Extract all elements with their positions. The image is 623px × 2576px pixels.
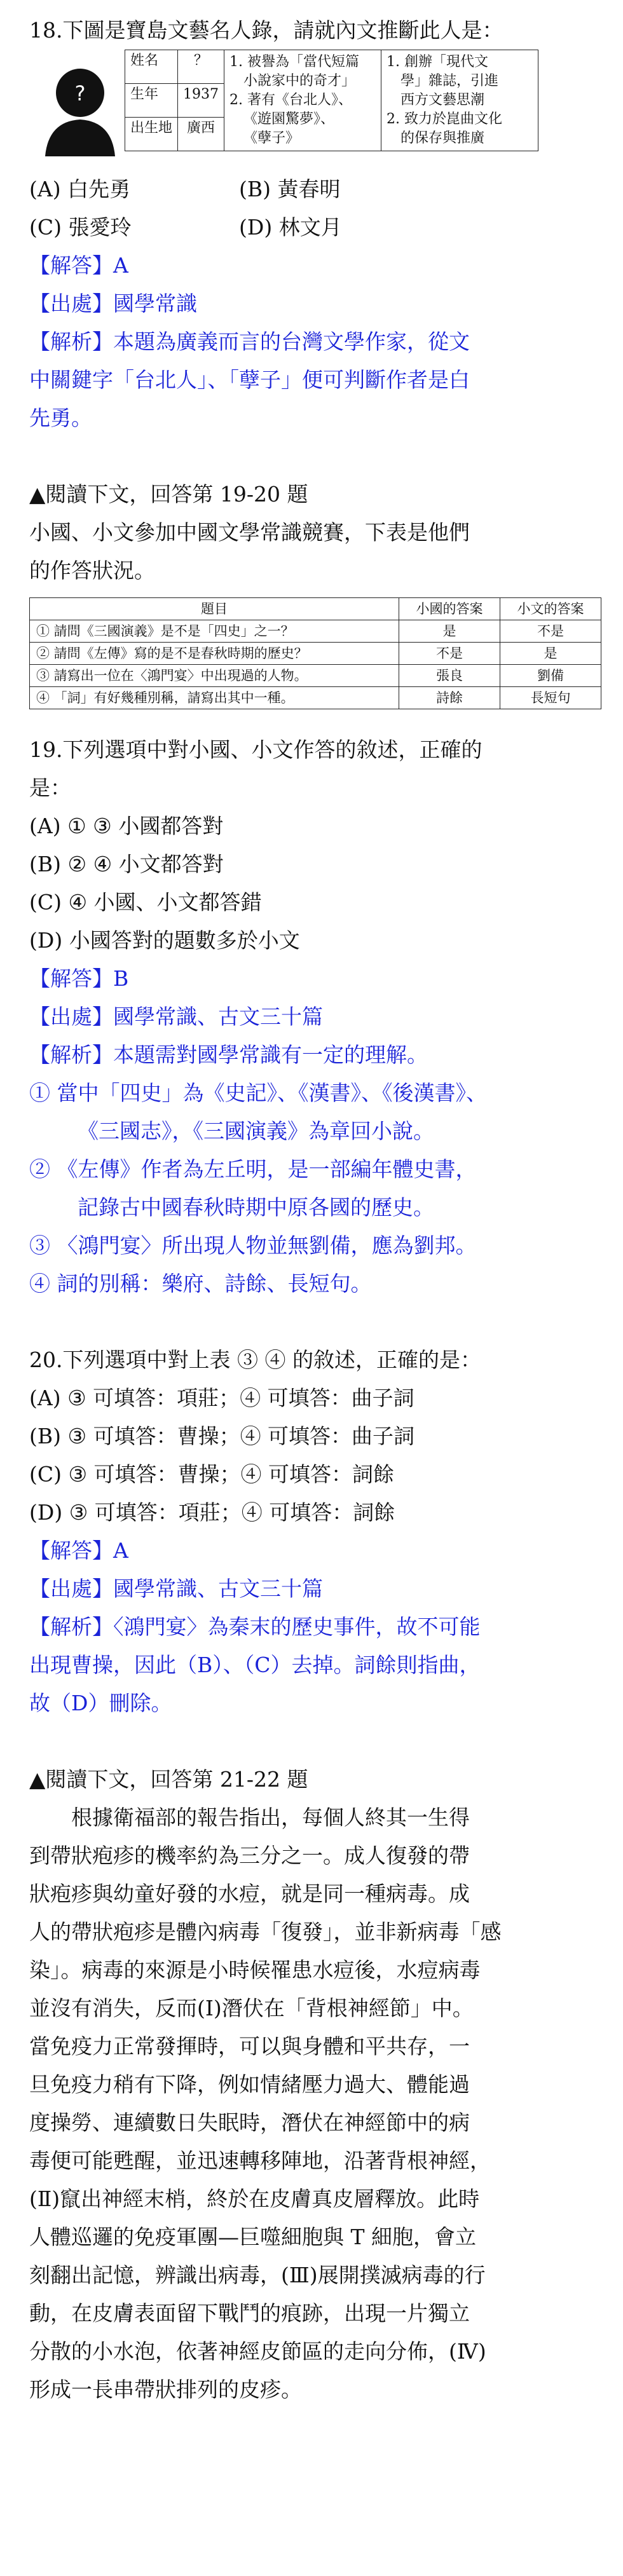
q20-option-b[interactable]: (B) ③ 可填答：曹操；④ 可填答：曲子詞 (29, 1424, 415, 1448)
bio-col1: 1. 被譽為「當代短篇 小說家中的奇才」 2. 著有《台北人》、 《遊園驚夢》、 《孽子》 (224, 50, 381, 151)
table-row: ③ 請寫出一位在〈鴻門宴〉中出現過的人物。 張良 劉備 (30, 665, 601, 687)
passage-line-10: 毒便可能甦醒，並迅速轉移陣地，沿著背根神經， (29, 2148, 491, 2173)
table-row: ② 請問《左傳》寫的是不是春秋時期的歷史？ 不是 是 (30, 643, 601, 665)
q18-analysis-2: 中關鍵字「台北人」、「孽子」便可判斷作者是白 (29, 367, 470, 392)
bio-table (125, 50, 538, 151)
q20-stem: 20.下列選項中對上表 ③ ④ 的敘述，正確的是： (29, 1347, 481, 1372)
q19-option-c[interactable]: (C) ④ 小國、小文都答錯 (29, 890, 262, 915)
q18-stem: 18.下圖是寶島文藝名人錄，請就內文推斷此人是： (29, 18, 503, 43)
q19-option-a[interactable]: (A) ① ③ 小國都答對 (29, 814, 224, 838)
q20-option-a[interactable]: (A) ③ 可填答：項莊；④ 可填答：曲子詞 (29, 1386, 414, 1410)
q20-analysis-1: 【解析】〈鴻門宴〉為秦末的歷史事件，故不可能 (29, 1614, 481, 1639)
q19-analysis-1: 【解析】本題需對國學常識有一定的理解。 (29, 1042, 428, 1067)
group1920-text-1: 小國、小文參加中國文學常識競賽，下表是他們 (29, 520, 470, 545)
group1920-text-2: 的作答狀況。 (29, 558, 155, 583)
group1920-intro: ▲閱讀下文，回答第 19-20 題 (29, 482, 308, 507)
quiz-table-wrap (29, 590, 608, 705)
table-row: ④ 「詞」有好幾種別稱，請寫出其中一種。 詩餘 長短句 (30, 687, 601, 709)
passage-line-9: 度操勞、連續數日失眠時，潛伏在神經節中的病 (29, 2110, 470, 2135)
q20-source: 【出處】國學常識、古文三十篇 (29, 1576, 323, 1601)
passage-line-1: 根據衛福部的報告指出，每個人終其一生得 (71, 1805, 470, 1830)
q20-option-d[interactable]: (D) ③ 可填答：項莊；④ 可填答：詞餘 (29, 1500, 395, 1525)
q19-source: 【出處】國學常識、古文三十篇 (29, 1004, 323, 1029)
q20-answer: 【解答】A (29, 1538, 128, 1563)
q20-analysis-3: 故（D）刪除。 (29, 1691, 172, 1715)
q19-option-d[interactable]: (D) 小國答對的題數多於小文 (29, 928, 300, 953)
passage-line-5: 染」。病毒的來源是小時候罹患水痘後，水痘病毒 (29, 1958, 481, 1982)
q19-answer: 【解答】B (29, 966, 129, 991)
person-silhouette-icon (42, 61, 118, 156)
q18-options (29, 170, 608, 247)
q18-answer: 【解答】A (29, 253, 128, 278)
bio-name-value: ？ (178, 50, 224, 84)
bio-card (29, 50, 608, 170)
passage-line-11: (Ⅱ)竄出神經末梢，終於在皮膚真皮層釋放。此時 (29, 2186, 480, 2211)
q18-analysis-3: 先勇。 (29, 405, 92, 430)
passage-line-4: 人的帶狀疱疹是體內病毒「復發」，並非新病毒「感 (29, 1919, 502, 1944)
group2122-intro: ▲閱讀下文，回答第 21-22 題 (29, 1767, 308, 1792)
passage-line-7: 當免疫力正常發揮時，可以與身體和平共存，一 (29, 2034, 470, 2059)
table-row: ① 請問《三國演義》是不是「四史」之一？ 是 不是 (30, 620, 601, 643)
q19-analysis-7: ④ 詞的別稱：樂府、詩餘、長短句。 (29, 1271, 372, 1296)
passage-line-2: 到帶狀疱疹的機率約為三分之一。成人復發的帶 (29, 1843, 470, 1868)
bio-place-value: 廣西 (178, 118, 224, 151)
quiz-header-question: 題目 (30, 598, 399, 620)
passage-line-15: 分散的小水泡，依著神經皮節區的走向分佈，(Ⅳ) (29, 2339, 486, 2364)
bio-name-label: 姓名 (125, 50, 178, 84)
q18-analysis-1: 【解析】本題為廣義而言的台灣文學作家，從文 (29, 329, 470, 354)
q19-analysis-4: ② 《左傳》作者為左丘明，是一部編年體史書， (29, 1157, 477, 1182)
q18-source: 【出處】國學常識 (29, 291, 197, 316)
passage-line-14: 動，在皮膚表面留下戰鬥的痕跡，出現一片獨立 (29, 2301, 470, 2326)
passage-line-8: 旦免疫力稍有下降，例如情緒壓力過大、體能過 (29, 2072, 470, 2097)
q20-analysis-2: 出現曹操，因此（B）、（C）去掉。詞餘則指曲， (29, 1653, 481, 1677)
q19-stem-1: 19.下列選項中對小國、小文作答的敘述，正確的 (29, 737, 483, 762)
quiz-header-guo: 小國的答案 (399, 598, 500, 620)
bio-birth-label: 生年 (125, 84, 178, 118)
passage-line-13: 刻翻出記憶，辨識出病毒，(Ⅲ)展開撲滅病毒的行 (29, 2263, 486, 2287)
svg-text:?: ? (74, 81, 86, 106)
q19-stem-2: 是： (29, 775, 71, 800)
passage-line-16: 形成一長串帶狀排列的皮疹。 (29, 2377, 302, 2402)
bio-place-label: 出生地 (125, 118, 178, 151)
q18-option-c[interactable]: (C) 張愛玲 (29, 215, 132, 240)
passage-line-6: 並沒有消失，反而(Ⅰ)潛伏在「背根神經節」中。 (29, 1996, 474, 2021)
q19-option-b[interactable]: (B) ② ④ 小文都答對 (29, 852, 224, 876)
quiz-header-wen: 小文的答案 (500, 598, 601, 620)
passage-line-12: 人體巡邏的免疫軍團—巨噬細胞與 T 細胞，會立 (29, 2225, 476, 2249)
q20-option-c[interactable]: (C) ③ 可填答：曹操；④ 可填答：詞餘 (29, 1462, 395, 1487)
q19-analysis-2: ① 當中「四史」為《史記》、《漢書》、《後漢書》、 (29, 1080, 487, 1105)
q19-analysis-6: ③ 〈鴻門宴〉所出現人物並無劉備，應為劉邦。 (29, 1233, 477, 1258)
passage-line-3: 狀疱疹與幼童好發的水痘，就是同一種病毒。成 (29, 1881, 470, 1906)
q18-option-d[interactable]: (D) 林文月 (239, 215, 342, 240)
q18-option-a[interactable]: (A) 白先勇 (29, 177, 131, 201)
bio-col2: 1. 創辦「現代文 學」雜誌，引進 西方文藝思潮 2. 致力於崑曲文化 的保存與推廣 (381, 50, 538, 151)
bio-birth-value: 1937 (178, 84, 224, 118)
q19-analysis-5: 記錄古中國春秋時期中原各國的歷史。 (78, 1195, 434, 1220)
q18-option-b[interactable]: (B) 黃春明 (239, 177, 341, 201)
q19-analysis-3: 《三國志》，《三國演義》為章回小說。 (78, 1119, 434, 1143)
